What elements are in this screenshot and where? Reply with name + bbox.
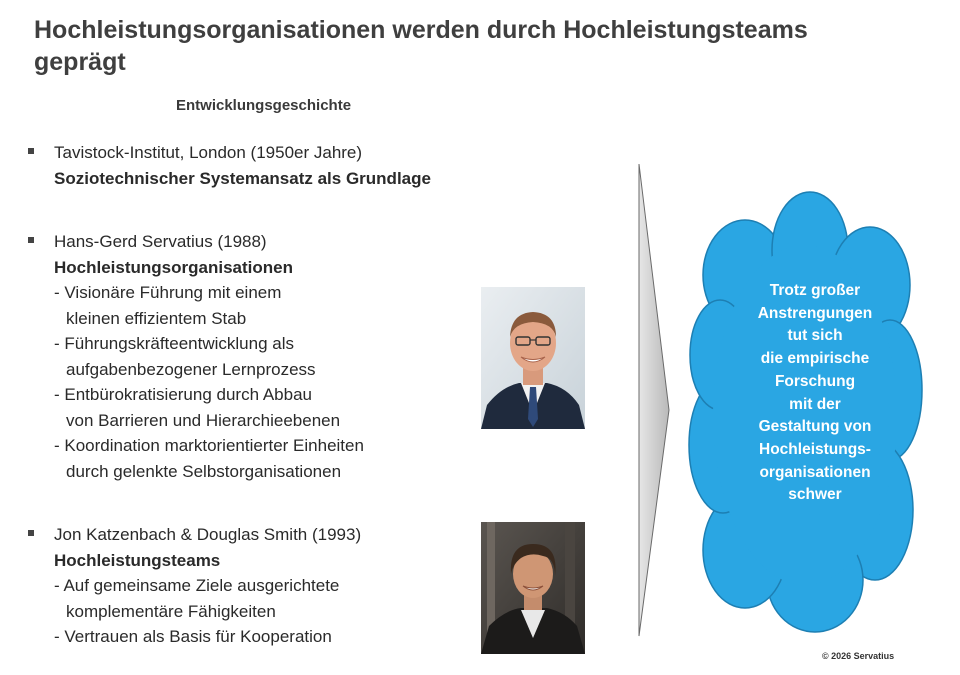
bullet-servatius <box>28 229 364 484</box>
cloud-text-line: Forschung <box>774 372 856 390</box>
bullet-marker-icon <box>28 148 34 154</box>
bullet-detail-line: kleinen effizientem Stab <box>66 308 247 328</box>
cloud-text-line: Trotz großer <box>769 282 861 299</box>
title-line-2: geprägt <box>34 48 126 76</box>
portrait-illustration <box>481 522 585 654</box>
cloud-text-line: mit der <box>789 395 841 413</box>
cloud-text-line: Gestaltung von <box>758 418 872 436</box>
bullet-bold-topic: Hochleistungsteams <box>54 550 221 570</box>
cloud-text-line: Hochleistungs- <box>759 440 871 458</box>
bullet-detail-line: - Visionäre Führung mit einem <box>54 283 282 302</box>
cloud-text-line: organisationen <box>759 463 871 481</box>
bullet-heading: Hans-Gerd Servatius (1988) <box>54 232 267 251</box>
portrait-illustration <box>481 287 585 429</box>
page-title <box>34 14 914 78</box>
bullet-detail-line: - Auf gemeinsame Ziele ausgerichtete <box>54 576 340 595</box>
cloud-text-line: tut sich <box>787 327 843 345</box>
bullet-marker-icon <box>28 530 34 536</box>
bullet-detail-line: von Barrieren und Hierarchieebenen <box>66 410 341 430</box>
bullet-bold-topic: Hochleistungsorganisationen <box>54 257 293 277</box>
bullet-detail-line: - Führungskräfteentwicklung als <box>54 334 295 353</box>
bullet-detail-line: komplementäre Fähigkeiten <box>66 601 276 621</box>
cloud-text-line: schwer <box>788 486 842 504</box>
bullet-detail-line: - Vertrauen als Basis für Kooperation <box>54 627 332 646</box>
section-subtitle: Entwicklungsgeschichte <box>176 97 352 114</box>
portrait-photo-katzenbach-smith <box>481 522 585 654</box>
bullet-bold-topic: Soziotechnischer Systemansatz als Grundlage <box>54 168 431 188</box>
title-line-1: Hochleistungsorganisationen werden durch Hochleistungsteams <box>34 16 808 44</box>
bullet-heading: Tavistock-Institut, London (1950er Jahre) <box>54 143 363 162</box>
bullet-detail-line: - Koordination marktorientierter Einheiten <box>54 436 364 455</box>
bullet-detail-line: - Entbürokratisierung durch Abbau <box>54 385 312 404</box>
bullet-marker-icon <box>28 237 34 243</box>
portrait-photo-servatius <box>481 287 585 429</box>
bullet-katzenbach-smith <box>28 522 361 650</box>
chevron-arrow-icon <box>630 160 675 640</box>
bullet-tavistock <box>28 140 431 191</box>
bullet-heading: Jon Katzenbach & Douglas Smith (1993) <box>54 525 362 544</box>
cloud-text-line: die empirische <box>760 350 870 368</box>
cloud-text-line: Anstrengungen <box>757 304 873 322</box>
bullet-detail-line: aufgabenbezogener Lernprozess <box>66 359 316 379</box>
copyright-notice: © 2026 Servatius <box>822 651 895 661</box>
bullet-detail-line: durch gelenkte Selbstorganisationen <box>66 461 342 481</box>
cloud-message <box>715 280 915 507</box>
